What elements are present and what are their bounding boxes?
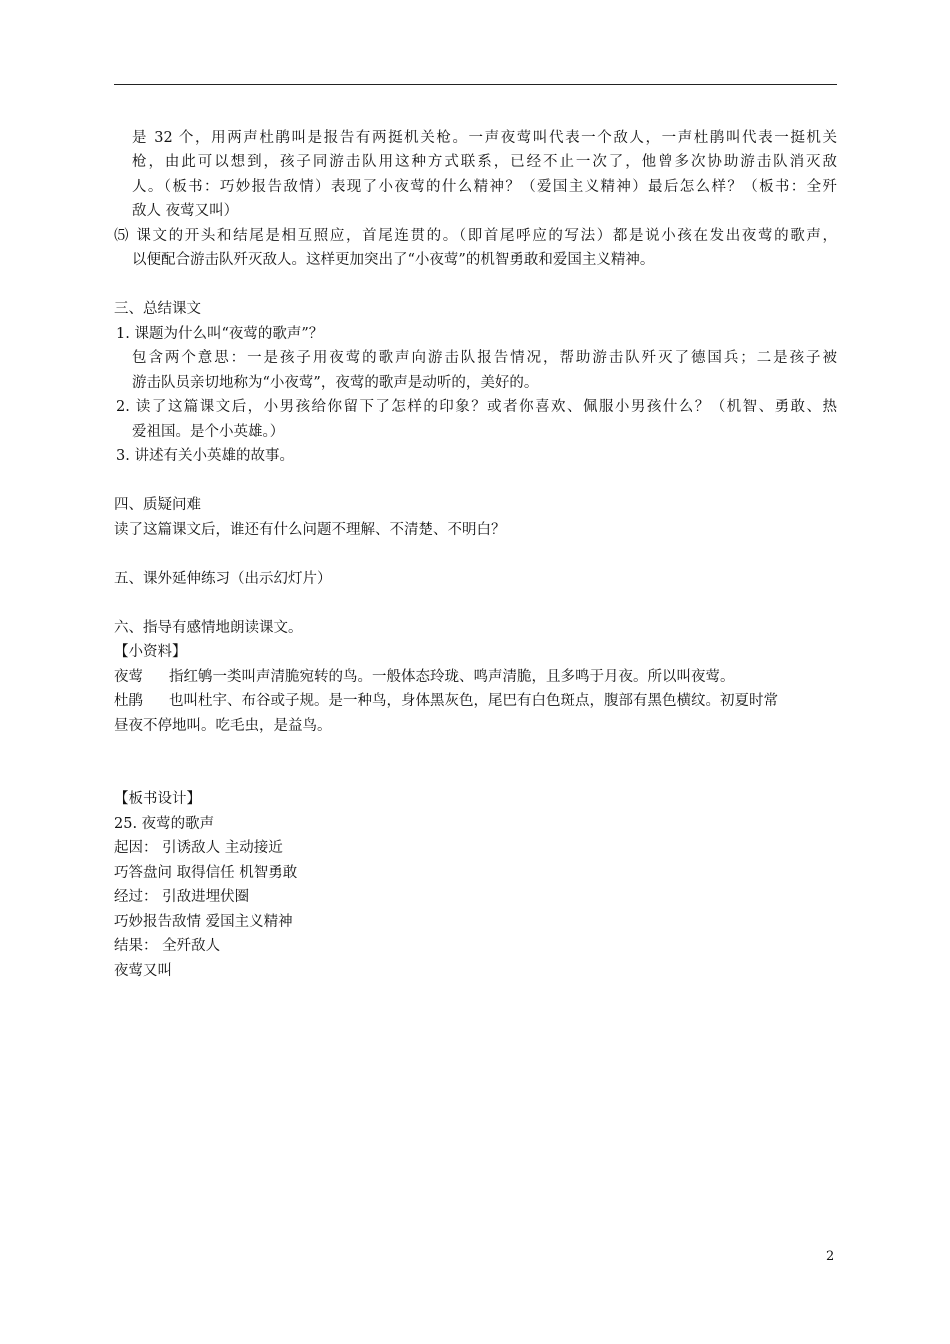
text-line: 敌人 夜莺又叫） xyxy=(132,203,239,219)
definition: 指红鸲一类叫声清脆宛转的鸟。一般体态玲珑、鸣声清脆，且多鸣于月夜。所以叫夜莺。 xyxy=(169,669,735,685)
board-line: 巧答盘问 取得信任 机智勇敢 xyxy=(114,865,298,881)
section-heading: 六、指导有感情地朗读课文。 xyxy=(114,620,303,636)
subheading: 【小资料】 xyxy=(114,644,187,660)
section-heading: 五、课外延伸练习（出示幻灯片） xyxy=(114,571,332,587)
text-line: 包含两个意思：一是孩子用夜莺的歌声向游击队报告情况，帮助游击队歼灭了德国兵；二是孩子被 xyxy=(132,350,837,366)
text-line: 是 32 个，用两声杜鹃叫是报告有两挺机关枪。一声夜莺叫代表一个敌人，一声杜鹃叫代表一挺机关 xyxy=(132,130,837,146)
term: 杜鹃 xyxy=(114,693,143,709)
text-line: 爱祖国。是个小英雄。） xyxy=(132,424,285,440)
list-item: 1. 课题为什么叫“夜莺的歌声”？ xyxy=(116,326,324,342)
board-line: 结果： 全歼敌人 xyxy=(114,938,221,954)
definition-line xyxy=(114,665,837,689)
board-line: 25. 夜莺的歌声 xyxy=(114,816,215,832)
page-number: 2 xyxy=(826,1249,835,1264)
text-line: 以便配合游击队歼灭敌人。这样更加突出了“小夜莺”的机智勇敢和爱国主义精神。 xyxy=(132,252,655,268)
text-line: 枪，由此可以想到，孩子同游击队用这种方式联系，已经不止一次了，他曾多次协助游击队消灭敌 xyxy=(132,154,837,170)
section-heading: 四、质疑问难 xyxy=(114,497,201,513)
board-line: 巧妙报告敌情 爱国主义精神 xyxy=(114,914,293,930)
list-item: 3. 讲述有关小英雄的故事。 xyxy=(116,448,294,464)
board-line: 起因： 引诱敌人 主动接近 xyxy=(114,840,283,856)
text-line: 人。（板书：巧妙报告敌情）表现了小夜莺的什么精神？（爱国主义精神）最后怎么样？（板书：全歼 xyxy=(132,179,837,195)
text-line: 昼夜不停地叫。吃毛虫，是益鸟。 xyxy=(114,718,332,734)
section-heading: 三、总结课文 xyxy=(114,301,201,317)
header-rule xyxy=(114,84,837,85)
board-line: 夜莺又叫 xyxy=(114,963,172,979)
term: 夜莺 xyxy=(114,669,143,685)
definition-line xyxy=(114,689,837,713)
definition: 也叫杜宇、布谷或子规。是一种鸟，身体黑灰色，尾巴有白色斑点，腹部有黑色横纹。初夏时常 xyxy=(169,693,778,709)
text-line: ⑸ 课文的开头和结尾是相互照应，首尾连贯的。（即首尾呼应的写法）都是说小孩在发出夜莺的歌声， xyxy=(114,228,837,244)
list-item: 2. 读了这篇课文后，小男孩给你留下了怎样的印象？或者你喜欢、佩服小男孩什么？（机智、勇敢、热 xyxy=(116,399,837,415)
text-line: 游击队员亲切地称为“小夜莺”，夜莺的歌声是动听的，美好的。 xyxy=(132,375,539,391)
board-line: 经过： 引敌进埋伏圈 xyxy=(114,889,250,905)
subheading: 【板书设计】 xyxy=(114,791,201,807)
text-line: 读了这篇课文后，谁还有什么问题不理解、不清楚、不明白？ xyxy=(114,522,506,538)
